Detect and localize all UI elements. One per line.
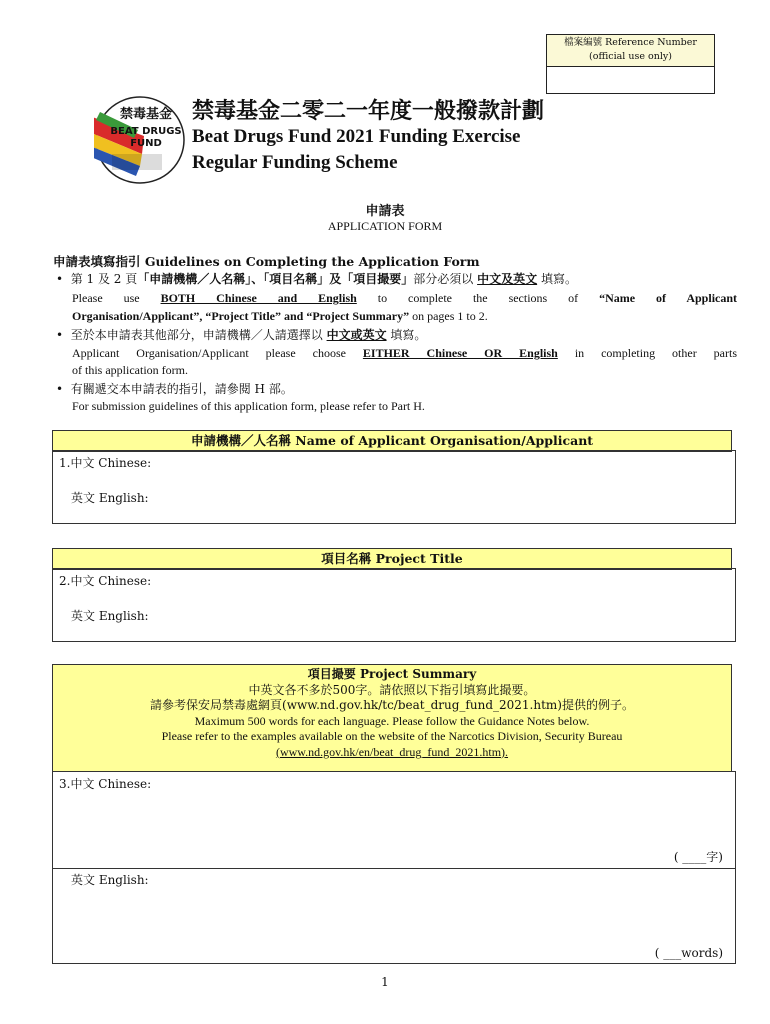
bullet-3-english: For submission guidelines of this application form, please refer to Part H.: [72, 399, 425, 413]
bullet-1-english-line1: Please use BOTH Chinese and English to complete the sections of “Name of Applicant: [72, 291, 738, 305]
summary-chinese-label: 3.中文 Chinese:: [59, 777, 152, 791]
svg-text:禁毒基金: 禁毒基金: [119, 107, 173, 122]
title-english-line1: Beat Drugs Fund 2021 Funding Exercise: [192, 126, 521, 147]
summary-chinese-box[interactable]: [52, 771, 736, 869]
reference-label-line2: (official use only): [589, 51, 672, 62]
summary-guide-en-3: (www.nd.gov.hk/en/beat_drug_fund_2021.htm).: [275, 744, 509, 759]
bullet-2-chinese: • 至於本申請表其他部分，申請機構／人請選擇以 中文或英文 填寫。: [56, 328, 427, 342]
title-chinese: 禁毒基金二零二一年度一般撥款計劃: [192, 98, 545, 124]
reference-number-box: [546, 34, 715, 94]
project-title-chinese-label: 2.中文 Chinese:: [59, 574, 152, 588]
project-title-english-label: 英文 English:: [71, 609, 149, 623]
project-summary-title: 項目撮要 Project Summary: [307, 667, 477, 681]
form-title-english: APPLICATION FORM: [327, 219, 443, 233]
summary-english-box[interactable]: [52, 867, 736, 964]
project-title-header: 項目名稱 Project Title: [52, 548, 732, 570]
bullet-1-chinese: • 第 1 及 2 頁「申請機構／人名稱」、「項目名稱」及「項目撮要」部分必須以 中文及英文 填寫。: [56, 272, 577, 286]
summary-guide-zh-1: 中英文各不多於500字。請依照以下指引填寫此撮要。: [248, 682, 536, 697]
bullet-3-chinese: • 有關遞交本申請表的指引，請參閱 H 部。: [56, 382, 293, 396]
summary-guide-en-2: Please refer to the examples available on the website of the Narcotics Division, Security Bureau: [161, 729, 623, 743]
bullet-1-english-line2: Organisation/Applicant”, “Project Title” and “Project Summary” on pages 1 to 2.: [72, 309, 488, 323]
bullet-2-english-line1: Applicant Organisation/Applicant please choose EITHER Chinese OR English in completing other parts: [72, 346, 738, 360]
summary-chinese-word-count: ( ____字): [673, 850, 723, 864]
applicant-name-header: 申請機構／人名稱 Name of Applicant Organisation/Applicant: [52, 430, 732, 452]
guidelines-heading: 申請表填寫指引 Guidelines on Completing the Application Form: [53, 254, 480, 269]
summary-english-word-count: ( ___words): [654, 946, 723, 960]
applicant-name-box[interactable]: [52, 450, 736, 524]
summary-guide-zh-2: 請參考保安局禁毒處網頁(www.nd.gov.hk/tc/beat_drug_fund_2021.htm)提供的例子。: [150, 698, 634, 712]
svg-text:FUND: FUND: [130, 138, 162, 149]
beat-drugs-fund-logo: [94, 94, 186, 184]
title-english-line2: Regular Funding Scheme: [192, 152, 398, 173]
reference-number-field[interactable]: [547, 67, 714, 94]
applicant-chinese-label: 1.中文 Chinese:: [59, 456, 152, 470]
reference-label-line1: 檔案編號 Reference Number: [564, 37, 697, 48]
page-number: 1: [381, 975, 389, 989]
summary-guide-en-1: Maximum 500 words for each language. Please follow the Guidance Notes below.: [194, 713, 590, 728]
project-summary-header: [52, 664, 732, 772]
svg-text:BEAT DRUGS: BEAT DRUGS: [110, 126, 182, 137]
bullet-2-english-line2: of this application form.: [72, 363, 188, 377]
form-title-chinese: 申請表: [365, 204, 405, 219]
project-title-box[interactable]: [52, 568, 736, 642]
reference-number-label: [547, 35, 714, 67]
applicant-english-label: 英文 English:: [71, 491, 149, 505]
summary-english-label: 英文 English:: [71, 873, 149, 887]
